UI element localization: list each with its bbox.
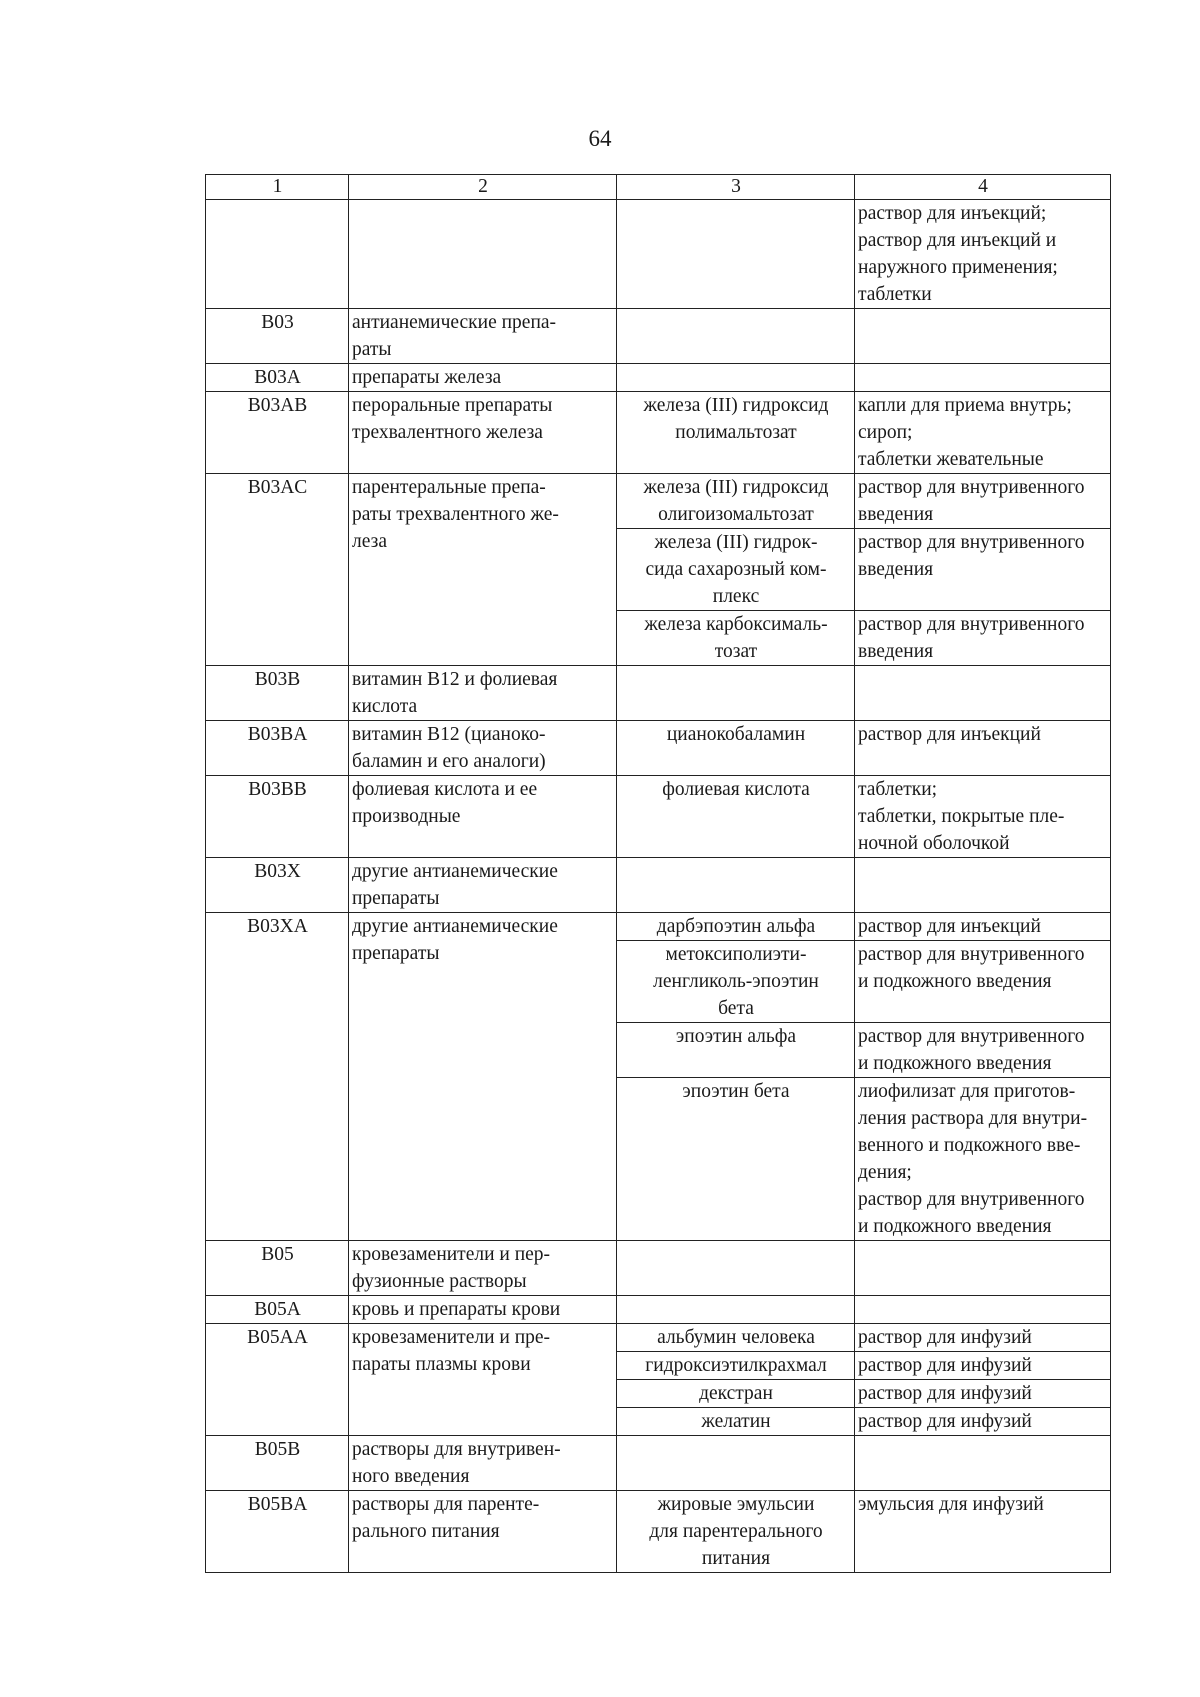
substance-cell	[617, 1380, 855, 1408]
header-row	[206, 175, 1111, 200]
group-name-line: препараты	[352, 888, 440, 909]
atc-code-cell: B03AC	[206, 474, 349, 666]
group-name-cell	[349, 1296, 617, 1324]
substance-line: для парентерального	[649, 1521, 823, 1542]
header-cell-forms: 4	[855, 175, 1111, 200]
dosage-form-line: дения;	[858, 1162, 912, 1183]
dosage-form-line: капли для приема внутрь;	[858, 395, 1072, 416]
substance-line: желатин	[701, 1411, 771, 1432]
substance-cell	[617, 1078, 855, 1241]
dosage-form-line: раствор для внутривенного	[858, 532, 1085, 553]
dosage-forms-cell	[855, 474, 1111, 529]
substance-cell	[617, 1408, 855, 1436]
dosage-form-line: раствор для инфузий	[858, 1411, 1032, 1432]
substance-cell	[617, 1241, 855, 1296]
substance-cell	[617, 941, 855, 1023]
substance-line: плекс	[712, 586, 760, 607]
substance-cell	[617, 858, 855, 913]
dosage-form-line: введения	[858, 559, 934, 580]
group-name-cell	[349, 200, 617, 309]
dosage-form-line: и подкожного введения	[858, 1216, 1052, 1237]
dosage-forms-cell	[855, 611, 1111, 666]
group-name-line: леза	[352, 531, 387, 552]
atc-code-cell: B03B	[206, 666, 349, 721]
substance-line: альбумин человека	[657, 1327, 815, 1348]
drug-table	[205, 174, 1111, 1573]
substance-line: питания	[701, 1548, 771, 1569]
atc-code-cell: B03AB	[206, 392, 349, 474]
table-row	[206, 392, 1111, 474]
substance-line: фолиевая кислота	[662, 779, 810, 800]
group-name-cell	[349, 364, 617, 392]
substance-line: бета	[718, 998, 754, 1019]
substance-line: декстран	[699, 1383, 773, 1404]
atc-code-cell: B05AA	[206, 1324, 349, 1436]
substance-line: цианокобаламин	[666, 724, 806, 745]
substance-cell	[617, 913, 855, 941]
substance-line: эпоэтин альфа	[675, 1026, 797, 1047]
dosage-form-line: введения	[858, 504, 934, 525]
dosage-form-line: введения	[858, 641, 934, 662]
dosage-form-line: раствор для внутривенного	[858, 1026, 1085, 1047]
table-row	[206, 1491, 1111, 1573]
substance-cell	[617, 1352, 855, 1380]
atc-code-cell: B03A	[206, 364, 349, 392]
page-number: 64	[588, 126, 612, 151]
group-name-line: фузионные растворы	[352, 1271, 527, 1292]
group-name-line: витамин B12 и фолиевая	[352, 669, 558, 690]
dosage-form-line: ления раствора для внутри-	[858, 1108, 1088, 1129]
substance-cell	[617, 1296, 855, 1324]
dosage-forms-cell	[855, 1408, 1111, 1436]
substance-cell	[617, 721, 855, 776]
group-name-cell	[349, 858, 617, 913]
dosage-forms-cell	[855, 392, 1111, 474]
dosage-forms-cell	[855, 1324, 1111, 1352]
substance-line: жировые эмульсии	[657, 1494, 815, 1515]
group-name-line: трехвалентного железа	[352, 422, 543, 443]
dosage-form-line: раствор для внутривенного	[858, 477, 1085, 498]
substance-line: железа (III) гидрок-	[654, 532, 818, 553]
substance-line: гидроксиэтилкрахмал	[645, 1355, 827, 1376]
substance-cell	[617, 529, 855, 611]
dosage-forms-cell	[855, 1436, 1111, 1491]
substance-cell	[617, 309, 855, 364]
group-name-cell	[349, 776, 617, 858]
group-name-cell	[349, 309, 617, 364]
dosage-form-line: таблетки, покрытые пле-	[858, 806, 1065, 827]
group-name-line: производные	[352, 806, 461, 827]
substance-cell	[617, 392, 855, 474]
group-name-line: препараты	[352, 943, 440, 964]
atc-code-cell: B03X	[206, 858, 349, 913]
substance-line: олигоизомальтозат	[658, 504, 814, 525]
group-name-cell	[349, 913, 617, 1241]
atc-code-cell: B05A	[206, 1296, 349, 1324]
group-name-cell	[349, 1491, 617, 1573]
group-name-line: растворы для паренте-	[352, 1494, 540, 1515]
substance-line: ленгликоль-эпоэтин	[653, 971, 819, 992]
dosage-form-line: раствор для инъекций	[858, 916, 1041, 937]
group-name-line: препараты железа	[352, 367, 502, 388]
dosage-form-line: сироп;	[858, 422, 913, 443]
dosage-forms-cell	[855, 309, 1111, 364]
atc-code-cell: B05B	[206, 1436, 349, 1491]
dosage-form-line: венного и подкожного вве-	[858, 1135, 1081, 1156]
substance-line: тозат	[714, 641, 758, 662]
dosage-form-line: ночной оболочкой	[858, 833, 1010, 854]
atc-code-cell	[206, 200, 349, 309]
substance-cell	[617, 1436, 855, 1491]
dosage-forms-cell	[855, 1023, 1111, 1078]
atc-code-cell: B03BB	[206, 776, 349, 858]
table-row	[206, 1436, 1111, 1491]
substance-cell	[617, 1023, 855, 1078]
dosage-form-line: и подкожного введения	[858, 971, 1052, 992]
table-row	[206, 1241, 1111, 1296]
substance-line: эпоэтин бета	[682, 1081, 790, 1102]
table-row	[206, 776, 1111, 858]
dosage-forms-cell	[855, 1241, 1111, 1296]
dosage-forms-cell	[855, 1380, 1111, 1408]
table-row	[206, 309, 1111, 364]
atc-code-cell: B05	[206, 1241, 349, 1296]
table-row	[206, 666, 1111, 721]
dosage-forms-cell	[855, 721, 1111, 776]
substance-line: железа карбоксималь-	[644, 614, 828, 635]
dosage-form-line: и подкожного введения	[858, 1053, 1052, 1074]
dosage-form-line: раствор для внутривенного	[858, 1189, 1085, 1210]
dosage-form-line: раствор для внутривенного	[858, 614, 1085, 635]
group-name-line: кровь и препараты крови	[352, 1299, 561, 1320]
group-name-line: раты	[352, 339, 392, 360]
group-name-line: другие антианемические	[352, 916, 558, 937]
header-cell-code: 1	[206, 175, 349, 200]
atc-code-cell: B03XA	[206, 913, 349, 1241]
dosage-form-line: раствор для инфузий	[858, 1383, 1032, 1404]
table-row	[206, 474, 1111, 529]
substance-cell	[617, 666, 855, 721]
substance-line: железа (III) гидроксид	[643, 395, 829, 416]
substance-line: метоксиполиэти-	[665, 944, 807, 965]
group-name-cell	[349, 1241, 617, 1296]
dosage-forms-cell	[855, 1352, 1111, 1380]
group-name-line: кровезаменители и пре-	[352, 1327, 551, 1348]
dosage-form-line: лиофилизат для приготов-	[858, 1081, 1076, 1102]
group-name-cell	[349, 1324, 617, 1436]
group-name-line: парентеральные препа-	[352, 477, 546, 498]
substance-cell	[617, 474, 855, 529]
header-cell-group: 2	[349, 175, 617, 200]
group-name-line: ного введения	[352, 1466, 470, 1487]
group-name-line: пероральные препараты	[352, 395, 553, 416]
dosage-form-line: таблетки;	[858, 779, 938, 800]
dosage-form-line: раствор для внутривенного	[858, 944, 1085, 965]
dosage-forms-cell	[855, 529, 1111, 611]
dosage-form-line: эмульсия для инфузий	[858, 1494, 1044, 1515]
group-name-line: антианемические препа-	[352, 312, 557, 333]
group-name-line: кровезаменители и пер-	[352, 1244, 551, 1265]
substance-cell	[617, 1491, 855, 1573]
group-name-line: витамин B12 (цианоко-	[352, 724, 546, 745]
dosage-form-line: раствор для инъекций	[858, 724, 1041, 745]
group-name-cell	[349, 666, 617, 721]
dosage-form-line: раствор для инъекций;	[858, 203, 1047, 224]
group-name-line: другие антианемические	[352, 861, 558, 882]
group-name-line: параты плазмы крови	[352, 1354, 531, 1375]
substance-cell	[617, 200, 855, 309]
group-name-line: кислота	[352, 696, 418, 717]
dosage-forms-cell	[855, 666, 1111, 721]
atc-code-cell: B03	[206, 309, 349, 364]
dosage-forms-cell	[855, 364, 1111, 392]
header-cell-substance: 3	[617, 175, 855, 200]
dosage-forms-cell	[855, 776, 1111, 858]
substance-line: дарбэпоэтин альфа	[656, 916, 816, 937]
group-name-cell	[349, 1436, 617, 1491]
dosage-form-line: таблетки жевательные	[858, 449, 1044, 470]
dosage-forms-cell	[855, 858, 1111, 913]
group-name-cell	[349, 474, 617, 666]
table-row	[206, 858, 1111, 913]
dosage-form-line: раствор для инфузий	[858, 1327, 1032, 1348]
group-name-line: фолиевая кислота и ее	[352, 779, 538, 800]
table-row	[206, 200, 1111, 309]
dosage-forms-cell	[855, 1296, 1111, 1324]
atc-code-cell: B03BA	[206, 721, 349, 776]
table-row	[206, 1324, 1111, 1352]
substance-cell	[617, 1324, 855, 1352]
dosage-forms-cell	[855, 1078, 1111, 1241]
dosage-forms-cell	[855, 200, 1111, 309]
substance-cell	[617, 611, 855, 666]
substance-line: полимальтозат	[675, 422, 797, 443]
group-name-line: баламин и его аналоги)	[352, 751, 546, 772]
group-name-cell	[349, 721, 617, 776]
atc-code-cell: B05BA	[206, 1491, 349, 1573]
group-name-line: растворы для внутривен-	[352, 1439, 561, 1460]
dosage-forms-cell	[855, 1491, 1111, 1573]
dosage-form-line: таблетки	[858, 284, 932, 305]
table-row	[206, 1296, 1111, 1324]
table-row	[206, 721, 1111, 776]
substance-cell	[617, 364, 855, 392]
table-row	[206, 364, 1111, 392]
dosage-forms-cell	[855, 913, 1111, 941]
dosage-forms-cell	[855, 941, 1111, 1023]
dosage-form-line: раствор для инфузий	[858, 1355, 1032, 1376]
group-name-cell	[349, 392, 617, 474]
group-name-line: раты трехвалентного же-	[352, 504, 559, 525]
substance-cell	[617, 776, 855, 858]
drug-table-body	[206, 175, 1111, 1573]
group-name-line: рального питания	[352, 1521, 500, 1542]
dosage-form-line: наружного применения;	[858, 257, 1058, 278]
table-row	[206, 913, 1111, 941]
substance-line: железа (III) гидроксид	[643, 477, 829, 498]
dosage-form-line: раствор для инъекций и	[858, 230, 1057, 251]
substance-line: сида сахарозный ком-	[645, 559, 827, 580]
